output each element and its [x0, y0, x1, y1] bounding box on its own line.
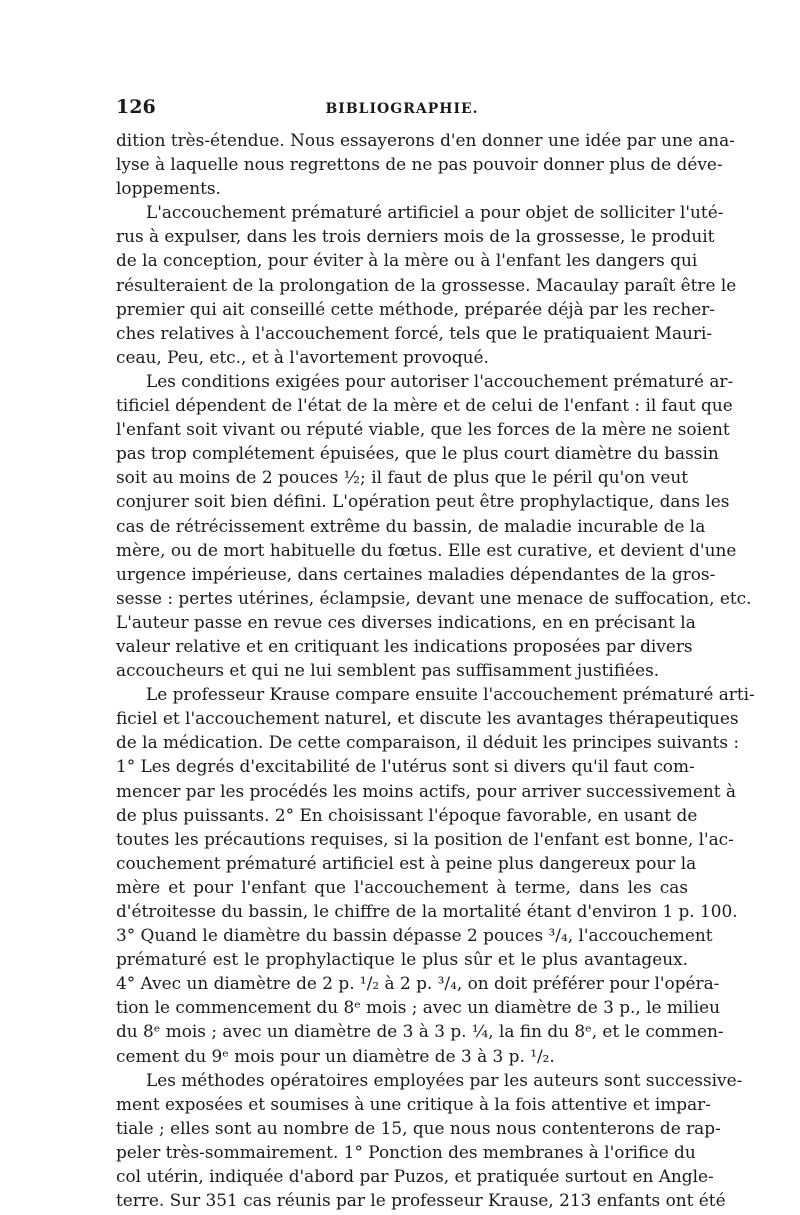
running-title: BIBLIOGRAPHIE.: [325, 101, 479, 117]
text-line: tiale ; elles sont au nombre de 15, que nous nous contenterons de rap-: [116, 1117, 721, 1138]
text-line: mère et pour l'enfant que l'accouchement à terme, dans les cas: [116, 876, 688, 897]
running-header: [116, 96, 688, 124]
text-line: mencer par les procédés les moins actifs, pour arriver successivement à: [116, 780, 736, 801]
text-line: 1° Les degrés d'excitabilité de l'utérus sont si divers qu'il faut com-: [116, 756, 695, 777]
text-line: ceau, Peu, etc., et à l'avortement provoqué.: [116, 346, 489, 367]
text-line: prématuré est le prophylactique le plus sûr et le plus avantageux.: [116, 949, 688, 970]
text-line: l'enfant soit vivant ou réputé viable, que les forces de la mère ne soient: [116, 419, 730, 440]
text-line: tion le commencement du 8ᵉ mois ; avec un diamètre de 3 p., le milieu: [116, 997, 720, 1018]
paragraph: [116, 369, 752, 682]
text-line: cement du 9ᵉ mois pour un diamètre de 3 à 3 p. ¹/₂.: [116, 1045, 555, 1066]
text-line: peler très-sommairement. 1° Ponction des membranes à l'orifice du: [116, 1141, 696, 1162]
text-line: rus à expulser, dans les trois derniers mois de la grossesse, le produit: [116, 226, 715, 247]
paragraph: [116, 200, 737, 369]
text-line: cas de rétrécissement extrême du bassin, de maladie incurable de la: [116, 515, 706, 536]
body-text: [116, 128, 755, 1212]
text-line: Les méthodes opératoires employées par les auteurs sont successive-: [146, 1069, 743, 1090]
text-line: toutes les précautions requises, si la position de l'enfant est bonne, l'ac-: [116, 828, 734, 849]
text-line: de plus puissants. 2° En choisissant l'époque favorable, en usant de: [116, 804, 698, 825]
text-line: L'accouchement prématuré artificiel a pour objet de solliciter l'uté-: [146, 202, 724, 223]
text-line: terre. Sur 351 cas réunis par le professeur Krause, 213 enfants ont été: [116, 1190, 726, 1211]
text-line: col utérin, indiquée d'abord par Puzos, et pratiquée surtout en Angle-: [116, 1166, 714, 1187]
text-line: du 8ᵉ mois ; avec un diamètre de 3 à 3 p. ¼, la fin du 8ᵉ, et le commen-: [116, 1021, 724, 1042]
text-line: 3° Quand le diamètre du bassin dépasse 2 pouces ³/₄, l'accouchement: [116, 925, 713, 946]
text-line: couchement prématuré artificiel est à peine plus dangereux pour la: [116, 852, 697, 873]
text-line: sesse : pertes utérines, éclampsie, devant une menace de suffocation, etc.: [116, 587, 752, 608]
text-line: ficiel et l'accouchement naturel, et discute les avantages thérapeutiques: [116, 708, 739, 729]
text-line: mère, ou de mort habituelle du fœtus. Elle est curative, et devient d'une: [116, 539, 737, 560]
text-line: premier qui ait conseillé cette méthode, préparée déjà par les recher-: [116, 298, 715, 319]
paragraph: [116, 682, 755, 1068]
text-line: Les conditions exigées pour autoriser l'accouchement prématuré ar-: [146, 370, 734, 391]
text-line: Le professeur Krause compare ensuite l'accouchement prématuré arti-: [146, 684, 755, 705]
text-line: conjurer soit bien défini. L'opération peut être prophylactique, dans les: [116, 491, 730, 512]
text-line: de la médication. De cette comparaison, il déduit les principes suivants :: [116, 732, 740, 753]
page-number: 126: [116, 96, 156, 118]
text-line: d'étroitesse du bassin, le chiffre de la mortalité étant d'environ 1 p. 100.: [116, 901, 738, 921]
text-line: L'auteur passe en revue ces diverses indications, en en précisant la: [116, 611, 696, 632]
text-line: loppements.: [116, 178, 221, 199]
text-line: accoucheurs et qui ne lui semblent pas suffisamment justifiées.: [116, 660, 660, 681]
paragraph: [116, 128, 735, 200]
paragraph: [116, 1068, 743, 1213]
text-line: dition très-étendue. Nous essayerons d'en donner une idée par une ana-: [116, 130, 735, 150]
text-line: valeur relative et en critiquant les indications proposées par divers: [116, 635, 693, 656]
text-line: 4° Avec un diamètre de 2 p. ¹/₂ à 2 p. ³/₄, on doit préférer pour l'opéra-: [116, 973, 720, 994]
text-line: lyse à laquelle nous regrettons de ne pas pouvoir donner plus de déve-: [116, 154, 723, 175]
text-line: soit au moins de 2 pouces ½; il faut de plus que le péril qu'on veut: [116, 467, 688, 488]
text-line: tificiel dépendent de l'état de la mère et de celui de l'enfant : il faut que: [116, 395, 733, 416]
text-line: ment exposées et soumises à une critique à la fois attentive et impar-: [116, 1093, 711, 1114]
text-line: résulteraient de la prolongation de la grossesse. Macaulay paraît être le: [116, 274, 737, 295]
text-line: ches relatives à l'accouchement forcé, tels que le pratiquaient Mauri-: [116, 322, 713, 343]
text-line: urgence impérieuse, dans certaines maladies dépendantes de la gros-: [116, 563, 716, 584]
text-line: pas trop complétement épuisées, que le plus court diamètre du bassin: [116, 443, 719, 464]
text-line: de la conception, pour éviter à la mère ou à l'enfant les dangers qui: [116, 250, 698, 271]
